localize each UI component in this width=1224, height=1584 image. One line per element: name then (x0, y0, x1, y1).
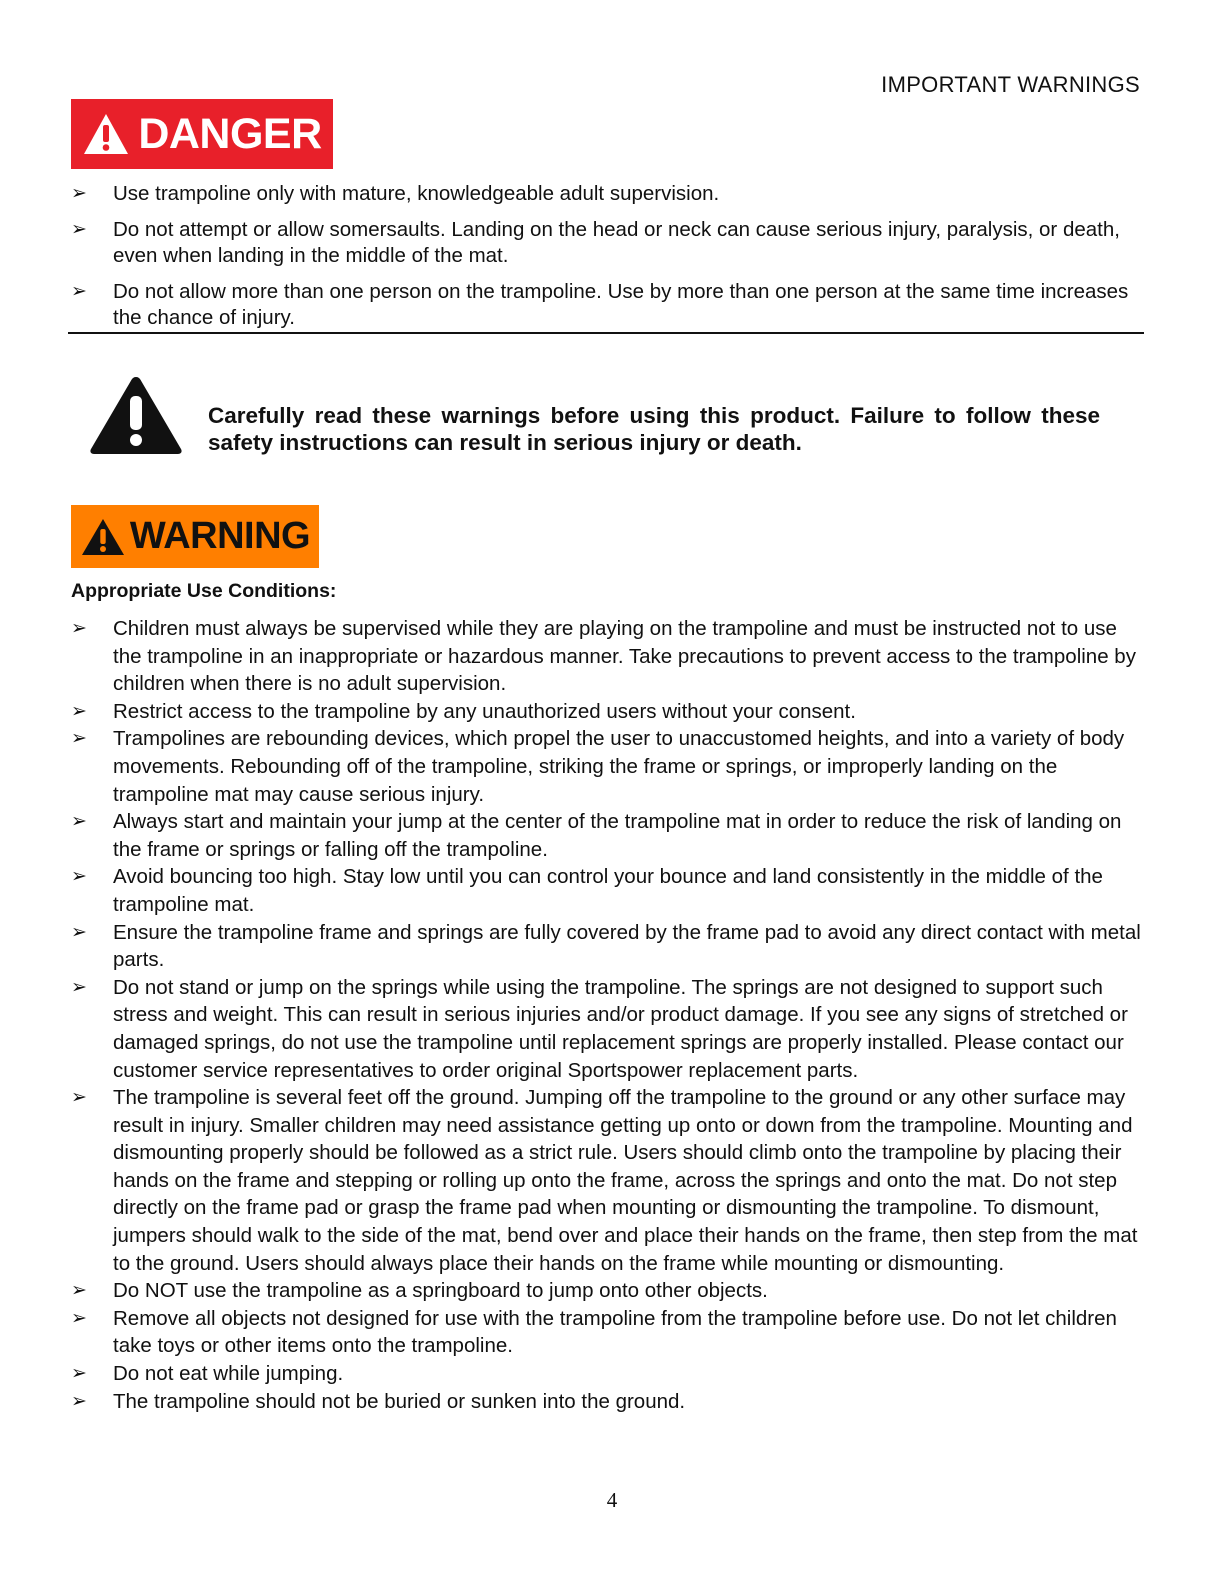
warning-item-text: Remove all objects not designed for use with the trampoline from the trampoline before use. Do not let children take toys or other items onto the trampoline. (113, 1306, 1117, 1358)
warning-item-text: Ensure the trampoline frame and springs are fully covered by the frame pad to avoid any direct contact with metal parts. (113, 920, 1141, 972)
warning-item-text: Trampolines are rebounding devices, which propel the user to unaccustomed heights, and into a variety of body movements. Rebounding off of the trampoline, striking the frame or springs, or improperly landing on the trampoline mat may cause serious injury. (113, 727, 1125, 806)
arrow-bullet-icon: ➢ (71, 728, 87, 750)
warning-item-text: The trampoline is several feet off the ground. Jumping off the trampoline to the ground or any other surface may result in injury. Smaller children may need assistance getting up onto or down from the trampoline. Mounting and dismounting properly should be followed as a strict rule. Users should climb onto the trampoline by placing their hands on the frame and stepping or rolling up onto the frame, across the springs and onto the mat. Do not step directly on the frame pad or grasp the frame pad when mounting or dismounting the trampoline. To dismount, jumpers should walk to the side of the mat, bend over and place their hands on the frame, then step from the mat to the ground. Users should always place their hands on the frame while mounting or dismounting. (113, 1086, 1138, 1275)
danger-item-text: Do not attempt or allow somersaults. Landing on the head or neck can cause serious injury, paralysis, or death, even when landing in the middle of the mat. (113, 218, 1120, 267)
list-item (71, 1388, 1151, 1416)
warning-badge-label: WARNING (129, 515, 311, 557)
arrow-bullet-icon: ➢ (71, 1087, 87, 1109)
list-item (71, 808, 1151, 863)
caution-statement: Carefully read these warnings before using this product. Failure to follow these safety instructions can result in serious injury or death. (208, 403, 1100, 455)
arrow-bullet-icon: ➢ (71, 1390, 87, 1412)
arrow-bullet-icon: ➢ (71, 976, 87, 998)
list-item (71, 217, 1141, 269)
warning-item-text: Do not eat while jumping. (113, 1362, 344, 1386)
list-item (71, 1277, 1151, 1305)
list-item (71, 1360, 1151, 1388)
warning-badge (71, 505, 319, 568)
arrow-bullet-icon: ➢ (71, 219, 87, 240)
list-item (71, 698, 1151, 726)
danger-badge-label: DANGER (138, 109, 322, 158)
page-header-title: IMPORTANT WARNINGS (881, 72, 1140, 97)
arrow-bullet-icon: ➢ (71, 618, 87, 639)
list-item (71, 863, 1151, 918)
list-item (71, 974, 1151, 1084)
warning-item-text: Do not stand or jump on the springs while using the trampoline. The springs are not designed to support such stress and weight. This can result in serious injuries and/or product damage. If you see any signs of stretched or damaged springs, do not use the trampoline until replacement springs are properly installed. Please contact our customer service representatives to order original Sportspower replacement parts. (113, 975, 1128, 1082)
arrow-bullet-icon: ➢ (71, 866, 87, 888)
warning-item-text: The trampoline should not be buried or sunken into the ground. (113, 1389, 686, 1413)
section-title: Appropriate Use Conditions: (71, 580, 337, 602)
warning-item-text: Do NOT use the trampoline as a springboard to jump onto other objects. (113, 1279, 768, 1303)
danger-item-text: Do not allow more than one person on the trampoline. Use by more than one person at the same time increases the chance of injury. (113, 280, 1129, 329)
list-item (71, 919, 1151, 974)
warning-item-text: Always start and maintain your jump at the center of the trampoline mat in order to reduce the risk of landing on the frame or springs or falling off the trampoline. (113, 810, 1122, 861)
list-item (71, 181, 1141, 207)
list-item (71, 725, 1151, 808)
warning-list (71, 615, 1151, 1415)
danger-badge (71, 99, 333, 169)
section-divider (68, 332, 1144, 334)
danger-list (71, 181, 1141, 341)
page-number: 4 (606, 1488, 618, 1512)
arrow-bullet-icon: ➢ (71, 1307, 87, 1329)
exclamation-triangle-icon (88, 374, 184, 456)
arrow-bullet-icon: ➢ (71, 1363, 87, 1385)
warning-item-text: Children must always be supervised while they are playing on the trampoline and must be instructed not to use the trampoline in an inappropriate or hazardous manner. Take precautions to prevent access to the trampoline by children when there is no adult supervision. (113, 617, 1136, 696)
warning-item-text: Avoid bouncing too high. Stay low until you can control your bounce and land consistently in the middle of the trampoline mat. (113, 865, 1103, 916)
arrow-bullet-icon: ➢ (71, 921, 87, 943)
arrow-bullet-icon: ➢ (71, 811, 87, 833)
list-item (71, 279, 1141, 331)
arrow-bullet-icon: ➢ (71, 1280, 87, 1302)
warning-item-text: Restrict access to the trampoline by any unauthorized users without your consent. (113, 699, 856, 723)
list-item (71, 1305, 1151, 1360)
arrow-bullet-icon: ➢ (71, 281, 87, 302)
list-item (71, 1084, 1151, 1277)
danger-item-text: Use trampoline only with mature, knowledgeable adult supervision. (113, 182, 720, 205)
list-item (71, 615, 1151, 698)
warning-triangle-icon (80, 517, 126, 557)
danger-warning-triangle-icon (82, 112, 130, 156)
arrow-bullet-icon: ➢ (71, 183, 87, 204)
arrow-bullet-icon: ➢ (71, 700, 87, 722)
